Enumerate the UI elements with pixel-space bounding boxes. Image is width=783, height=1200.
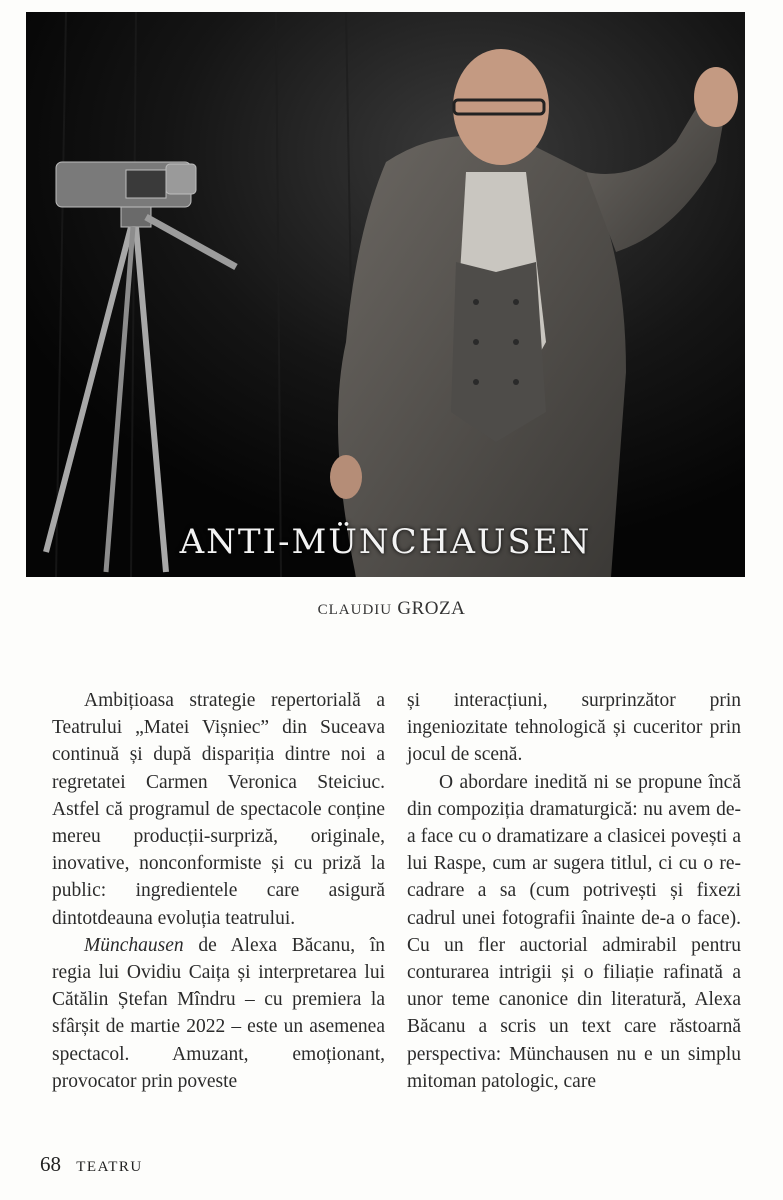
paragraph-3: O abordare inedită ni se propune încă din compoziția dramaturgică: nu avem de-a face cu o dramatizare a clasicei povești a lui Raspe, cum ar sugera titlul, ci cu o re-cadrare a sa (cum potrivești și fixezi cadrul unei fotografii înainte de-a o face). Cu un fler auctorial admirabil pentru conturarea intrigii și o filiație rafinată a unor teme canonice din literatură, Alexa Băcanu a scris un text care răstoarnă perspectiva: Münchausen nu e un simplu mitoman patologic, care — [407, 771, 741, 1092]
author-first-name: CLAUDIU — [317, 602, 393, 618]
paragraph-2-continuation: și interacțiuni, surprinzător prin ingeniozitate tehnologică și cuceritor prin jocul de scenă. — [407, 690, 741, 766]
play-title: Münchausen — [84, 934, 184, 956]
paragraph-2 — [52, 932, 385, 1095]
page-number: 68 — [40, 1152, 61, 1176]
paragraph-1: Ambițioasa strategie repertorială a Teatrului „Matei Vișniec” din Suceava continuă și după dispariția dintre noi a regretatei Carmen Veronica Steiciuc. Astfel că programul de spectacole conține mereu producții-surpriză, originale, inovative, nonconformiste și cu priză la public: ingredientele care asigură dintotdeauna evoluția teatrului. — [52, 690, 385, 929]
author-last-name: GROZA — [397, 598, 466, 619]
author-byline — [0, 598, 783, 620]
text-column-right — [407, 687, 741, 1095]
paragraph-2-text: de Alexa Băcanu, în regia lui Ovidiu Caița și interpretarea lui Cătălin Ștefan Mîndru – cu premiera la sfârșit de martie 2022 – este un asemenea spectacol. Amuzant, emoționant, provocator prin poveste — [52, 934, 385, 1092]
text-column-left — [52, 687, 385, 1095]
stage-photo — [26, 12, 745, 577]
page-footer — [40, 1152, 143, 1177]
article-title: ANTI-MÜNCHAUSEN — [179, 522, 592, 562]
actor-photo-illustration — [26, 12, 745, 577]
section-name: TEATRU — [76, 1159, 143, 1175]
